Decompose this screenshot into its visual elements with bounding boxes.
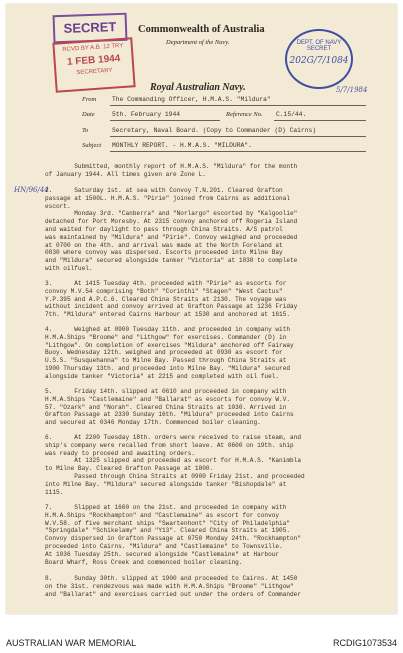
report-intro: Submitted, monthly report of H.M.A.S. "Mildura" for the month of January 1944. All times given are Zone L.	[45, 163, 298, 178]
to-value: Secretary, Naval Board. (Copy to Commander (D) Cairns)	[112, 127, 317, 134]
archive-record-id: RCDIG1073534	[332, 638, 397, 648]
paragraph-2: 2. Saturday 1st. at sea with Convoy T.N.201. Cleared Grafton passage at 1500L. H.M.A.S. "Pirie" joined from Cairns as additional escort. Monday 3rd. "Canberra" and "Norlargo" escorted by "Kalgoolie" detached for Port Moresby. At 2315 convoy anchored off Rogeria Island and waited for daylight to pass through China Straits. A/S patrol was maintained by "Mildura" and "Pirie". Convoy weighed and proceeded at 0700 on the 4th. and arrival was made at the North Foreland at 0830 where convoy was dispersed. Escorts proceeded into Milne Bay and "Mildura" secured alongside tanker "Victoria" at 1030 to complete with oilfuel.	[45, 187, 298, 272]
date-label: Date	[82, 111, 95, 118]
paragraph-4: 4. Weighed at 0900 Tuesday 11th. and proceeded in company with H.M.A.Ships "Broome" and "Lithgow" for exercises. Commander (D) in "Lithgow". On completion of exercises "Mildura" anchored off Fairway Buoy. Wednesday 12th. weighed and proceeded at 0930 as escort for U.S.S. "Susquehanna" to Milne Bay. Passed through China Straits at 1900 Thursday 13th. and proceeded into Milne Bay. "Mildura" secured alongside tanker "Victoria" at 2215 and completed with oil fuel.	[45, 326, 294, 380]
to-label: To	[82, 127, 89, 134]
handwritten-margin-note: HN/96/44	[14, 186, 49, 194]
paragraph-7: 7. Slipped at 1600 on the 21st. and proceeded in company with H.M.A.Ships "Rockhampton" and "Castlemaine" as escort for convoy W.V.58. of five merchant ships "Swartenhont" "City of Philadelphia" "Springdale" "Schikelamy" and "Y13". Cleared China Straits at 1905. Convoy dispersed in Grafton Passage at 0750 Monday 24th. "Rockhampton" proceeded into Cairns. "Mildura" and "Castlemaine" to Townsville. At 1036 Tuesday 25th. secured alongside "Castlemaine" at Harbour Board Wharf, Ross Creek and commenced boiler cleaning.	[45, 504, 301, 566]
reference-value: C.15/44.	[276, 111, 307, 118]
date-stamp-main: 1 FEB 1944	[66, 53, 121, 68]
from-label: From	[82, 96, 97, 103]
handwritten-reference: 5/7/1984	[336, 86, 368, 94]
registry-stamp-number: 202G/7/1084	[289, 56, 349, 66]
letterhead-department: Department of the Navy.	[166, 39, 230, 46]
date-value: 5th. February 1944	[112, 111, 181, 118]
paragraph-3: 3. At 1415 Tuesday 4th. proceeded with "Pirie" as escorts for convoy M.V.54 comprising "Both" "Corinthi" "Stagen" "West Cactus" Y.P.395 and A.P.C.6. Cleared China Straits at 2130. The voyage was without incident and convoy arrived at Grafton Passage at 1236 Friday 7th. "Mildura" entered Cairns Harbour at 1530 and anchored at 1615.	[45, 280, 298, 319]
received-date-stamp	[52, 37, 135, 92]
registry-stamp-label: DEPT. OF NAVY SECRET	[296, 40, 342, 52]
subject-label: Subject	[82, 142, 102, 149]
date-stamp-bottom: SECRETARY	[76, 67, 113, 77]
letterhead-service: Royal Australian Navy.	[150, 82, 246, 93]
letterhead-title: Commonwealth of Australia	[138, 24, 265, 35]
from-value: The Commanding Officer, H.M.A.S. "Mildura"	[112, 96, 271, 103]
paragraph-5: 5. Friday 14th. slipped at 0610 and proceeded in company with H.M.A.Ships "Castlemaine" and "Ballarat" as escorts for convoy W.V. 57. "Ozark" and "Norah". Cleared China Straits at 1030. Arrived in Grafton Passage at 2330 Sunday 16th. "Mildura" proceeded into Cairns and secured at 0346 Monday 17th. Commenced boiler cleaning.	[45, 388, 294, 427]
reference-label: Reference No.	[226, 111, 263, 118]
paragraph-8: 8. Sunday 30th. slipped at 1900 and proceeded to Cairns. At 1450 on the 31st. rendezvous was made with H.M.A.Ships "Broome" "Lithgow" and "Ballarat" and exercises carried out under the orders of Commander	[45, 575, 301, 598]
secret-stamp: SECRET	[53, 13, 128, 44]
archive-credit: AUSTRALIAN WAR MEMORIAL	[6, 638, 137, 648]
paragraph-6: 6. At 2200 Tuesday 18th. orders were received to raise steam, and ship's company were recalled from short leave. At 0600 on 19th. ship was ready to proceed and awaiting orders. At 1325 slipped and proceeded as escort for H.M.A.S. "Kanimbla to Milne Bay. Cleared Grafton Passage at 1800. Passed through China Straits at 0900 Friday 21st. and proceeded into Milne Bay. "Mildura" secured alongside tanker "Bishopdale" at 1115.	[45, 434, 305, 496]
subject-value: MONTHLY REPORT. - H.M.A.S. "MILDURA".	[112, 142, 252, 149]
navy-registry-stamp	[285, 29, 353, 89]
date-stamp-top: RCVD BY A.B. 12 TRY	[62, 42, 124, 54]
